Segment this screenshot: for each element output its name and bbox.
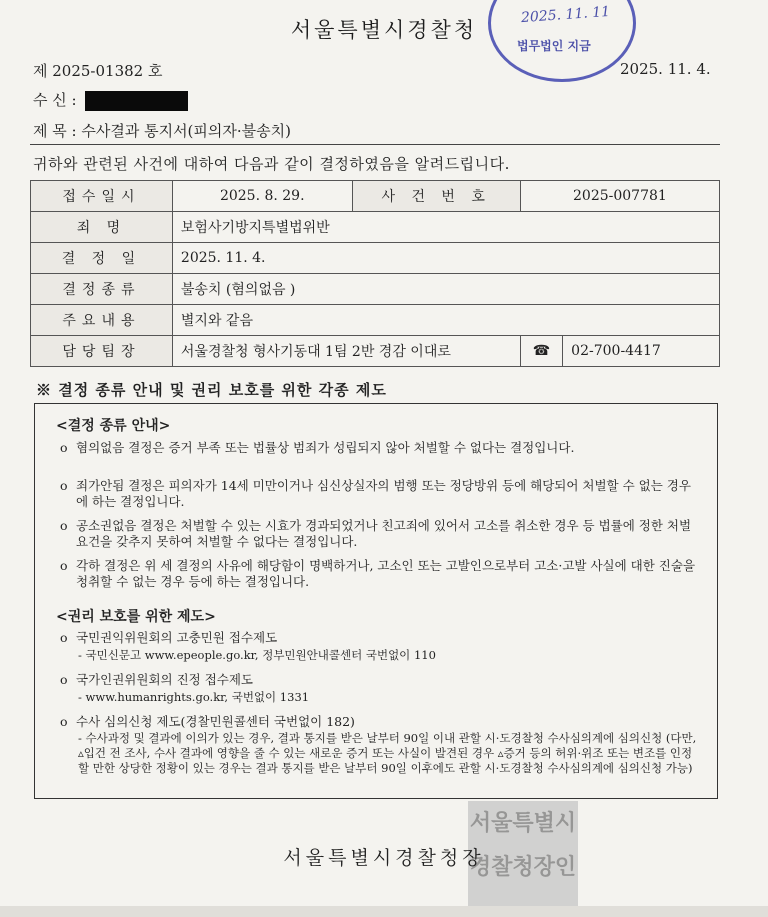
receipt-date-label: 접수일시 [31,181,173,212]
bullet-icon: o [60,478,68,493]
doc-date: 2025. 11. 4. [620,60,711,78]
decision-type-label: 결정종류 [31,274,173,305]
charge-label: 죄 명 [31,212,173,243]
agency-title: 서울특별시경찰청 [290,18,478,42]
redacted-recipient [85,91,188,111]
bullet-icon: o [60,440,68,455]
guide-item: o 죄가안됨 결정은 피의자가 14세 미만이거나 심신상실자의 범행 또는 정당방위 등에 해당되어 처벌할 수 없는 경우에 하는 결정입니다. [60,478,691,509]
guide-item: o 혐의없음 결정은 증거 부족 또는 법률상 범죄가 성립되지 않아 처벌할 수 없다는 결정입니다. [60,440,575,455]
decision-type: 불송치 (혐의없음 ) [172,274,719,305]
summary: 별지와 같음 [172,305,719,336]
intro-text: 귀하와 관련된 사건에 대하여 다음과 같이 결정하였음을 알려드립니다. [33,155,510,173]
decision-date-label: 결 정 일 [31,243,173,274]
rights-title: <권리 보호를 위한 제도> [56,609,216,625]
rights-item: o 국민권익위원회의 고충민원 접수제도 [60,630,278,645]
officer: 서울경찰청 형사기동대 1팀 2반 경감 이대로 [172,336,520,367]
phone: 02-700-4417 [563,336,720,367]
rights-item: o 국가인권위원회의 진정 접수제도 [60,672,253,687]
guide-item: o 각하 결정은 위 세 결정의 사유에 해당함이 명백하거나, 고소인 또는 고발인으로부터 고소·고발 사실에 대한 진술을 청취할 수 없는 경우 등에 하는 결정입니다. [60,558,696,589]
case-info-table [30,180,720,367]
received-stamp [488,0,636,82]
receipt-date: 2025. 8. 29. [172,181,352,212]
stamp-name: 법무법인 지금 [517,39,591,53]
charge: 보험사기방지특별법위반 [172,212,719,243]
case-no: 2025-007781 [520,181,719,212]
page-edge [0,906,768,917]
officer-label: 담당팀장 [31,336,173,367]
recipient-line [33,89,188,111]
official-seal: 서울특별시경찰청장인 [468,801,578,909]
bullet-icon: o [60,672,68,687]
bullet-icon: o [60,714,68,729]
guide-item: o 공소권없음 결정은 처벌할 수 있는 시효가 경과되었거나 친고죄에 있어서 고소를 취소한 경우 등 법률에 정한 처벌요건을 갖추지 못하여 처벌할 수 없다는 결정입니다. [60,518,692,549]
rights-sub: - www.humanrights.go.kr, 국번없이 1331 [78,690,310,704]
bullet-icon: o [60,558,68,573]
bullet-icon: o [60,630,68,645]
bullet-icon: o [60,518,68,533]
rights-item: o 수사 심의신청 제도(경찰민원콜센터 국번없이 182) [60,714,355,729]
issuer-name: 서울특별시경찰청장 [283,847,485,869]
subject-label: 제 목 : [33,122,77,140]
case-no-label: 사 건 번 호 [352,181,520,212]
decision-guide-title: <결정 종류 안내> [56,418,171,434]
doc-number: 제 2025-01382 호 [33,62,163,80]
recipient-label: 수 신 : [33,91,77,109]
rights-sub: - 수사과정 및 결과에 이의가 있는 경우, 결과 통지를 받은 날부터 90일 이내 관할 시·도경찰청 수사심의계에 심의신청 (다만, ▵입건 전 조사, 수사 결과에 영향을 줄 수 있는 새로운 증거 또는 사실이 발견된 경우 ▵증거 등의 허위·위조 또는 변조를 인정할 만한 상당한 정황이 있는 경우는 결과 통지를 받은 날부터 90일 이후에도 관할 시·도경찰청 수사심의계에 심의신청 가능) [78,731,697,775]
stamp-date: 2025. 11. 11 [520,3,611,27]
notice-heading: ※ 결정 종류 안내 및 권리 보호를 위한 각종 제도 [36,381,387,399]
subject-line [33,120,291,141]
divider [30,144,720,145]
rights-sub: - 국민신문고 www.epeople.go.kr, 정부민원안내콜센터 국번없이 110 [78,648,436,662]
subject-text: 수사결과 통지서(피의자·불송치) [81,122,291,140]
decision-date: 2025. 11. 4. [172,243,719,274]
summary-label: 주요내용 [31,305,173,336]
phone-icon: ☎ [520,336,562,367]
